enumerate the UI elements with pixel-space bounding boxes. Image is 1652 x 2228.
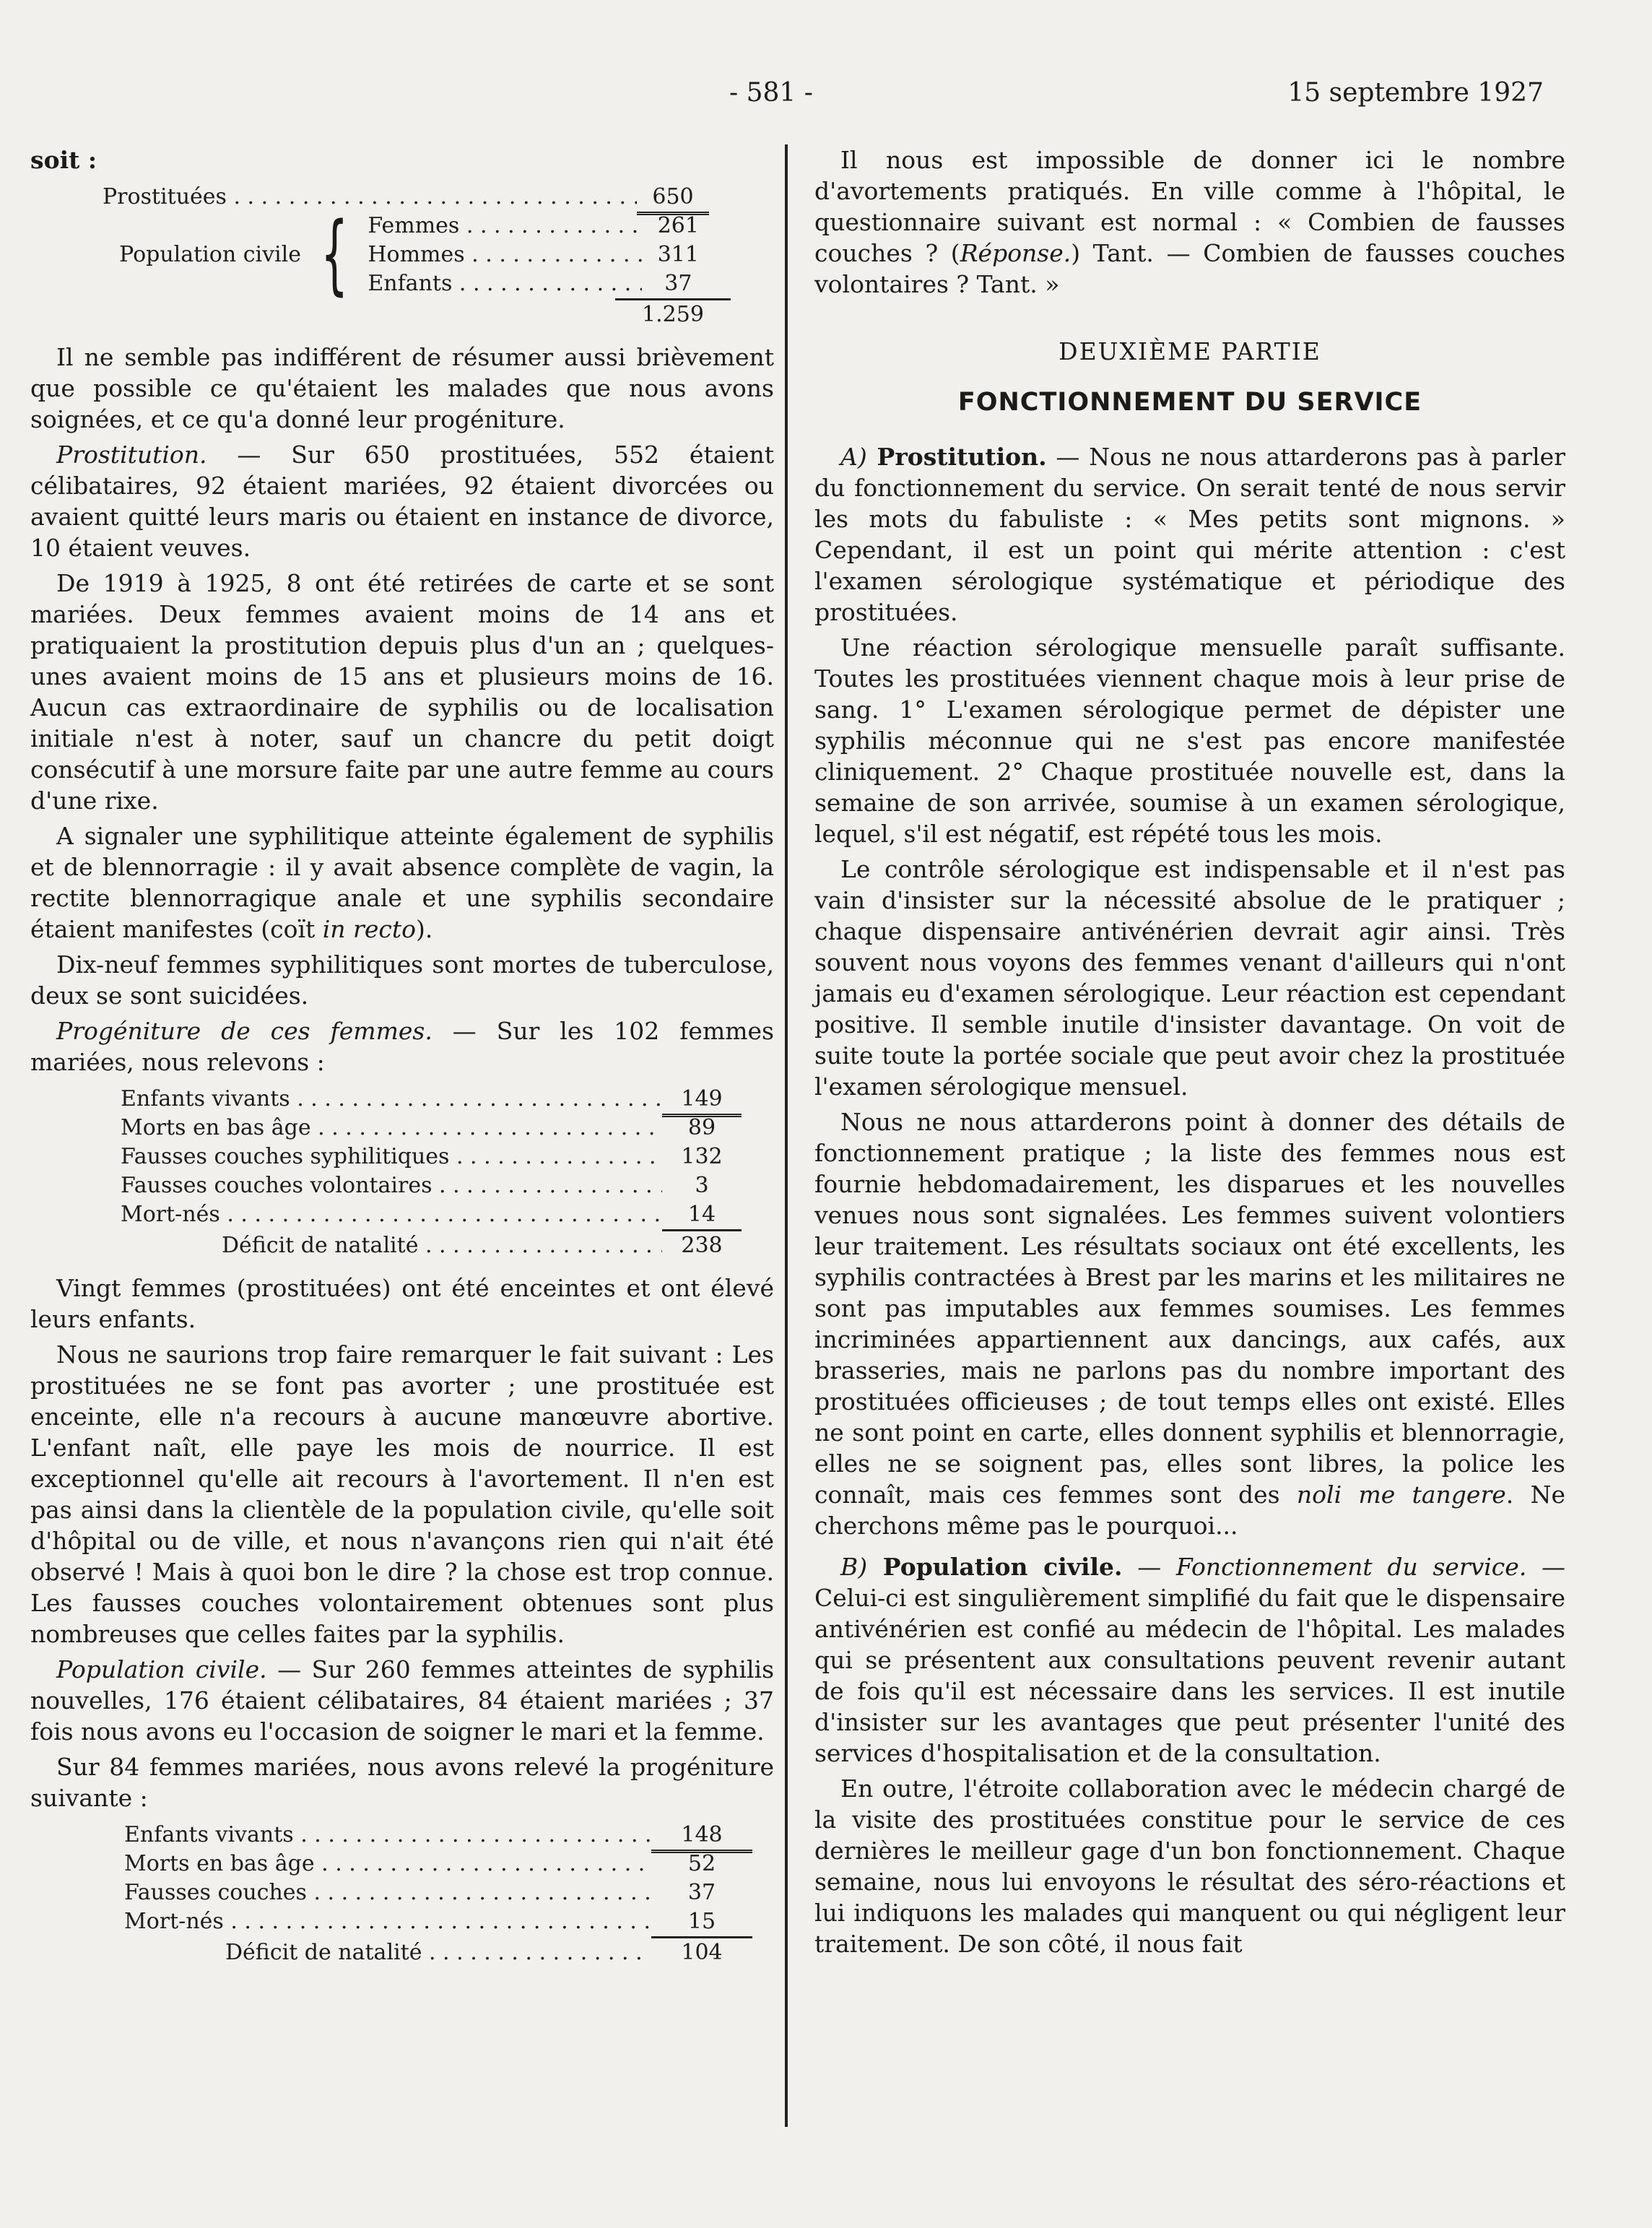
row-label: Mort-nés . . . bbox=[124, 1907, 651, 1936]
paragraph: Sur 84 femmes mariées, nous avons relevé la progéniture suivante : bbox=[30, 1753, 774, 1812]
page-header bbox=[0, 78, 1652, 114]
page-number: - 581 - bbox=[729, 78, 813, 108]
row-value: 89 bbox=[687, 1115, 716, 1140]
table-row bbox=[124, 1850, 803, 1878]
paragraph-lead: Progéniture de ces femmes. bbox=[56, 1017, 432, 1045]
paragraph-lead: Prostitution. bbox=[866, 443, 1047, 471]
paragraph-text: — Sur 260 femmes atteintes de syphilis nouvelles, 176 étaient célibataires, 84 étaient mariées ; 37 fois nous avons eu l'occasion de soigner le mari et la femme. bbox=[30, 1655, 774, 1746]
row-value: 52 bbox=[687, 1851, 716, 1876]
deficit-row bbox=[121, 1229, 756, 1258]
section-letter: A) bbox=[840, 443, 867, 471]
paragraph-text: — Celui-ci est singulièrement simplifié du fait que le dispensaire antivénérien est confié au médecin de l'hôpital. Les malades qui se présentent aux consultations peuvent revenir autant de fois qu'il est nécessaire dans les services. Il est inutile d'insister sur les avantages que peut présenter l'unité des services d'hospitalisation et de la consultation. bbox=[814, 1553, 1566, 1767]
paragraph-italic: noli me tangere bbox=[1296, 1481, 1506, 1509]
table-total: 1.259 bbox=[615, 298, 731, 329]
paragraph bbox=[30, 1654, 774, 1747]
paragraph-lead: Prostitution. bbox=[56, 441, 207, 469]
paragraph-lead: Population civile. bbox=[56, 1655, 267, 1683]
row-label: Prostituées . . . bbox=[103, 183, 637, 212]
paragraph-italic: Réponse. bbox=[960, 239, 1071, 267]
paragraph: Une réaction sérologique mensuelle paraît suffisante. Toutes les prostituées viennent chaque mois à leur prise de sang. 1° L'examen sérologique permet de dépister une syphilis méconnue qui ne s'est pas encore manifestée cliniquement. 2° Chaque prostituée nouvelle est, dans la semaine de son arrivée, soumise à un examen sérologique, lequel, s'il est négatif, est répété tous les mois. bbox=[814, 633, 1565, 848]
paragraph-text: — Sur les 102 femmes mariées, nous relevons : bbox=[30, 1017, 774, 1076]
row-value: 14 bbox=[687, 1202, 716, 1227]
paragraph-italic: in recto bbox=[322, 915, 416, 943]
row-label: Morts en bas âge . . . bbox=[124, 1850, 651, 1878]
row-value: 37 bbox=[687, 1880, 716, 1905]
paragraph: De 1919 à 1925, 8 ont été retirées de carte et se sont mariées. Deux femmes avaient moins de 14 ans et pratiquaient la prostitution depuis plus d'un an ; quelques-unes avaient moins de 15 ans et plusieurs moins de 16. Aucun cas extraordinaire de syphilis ou de localisation initiale n'est à noter, sauf un chancre du petit doigt consécutif à une morsure faite par une autre femme au cours d'une rixe. bbox=[30, 569, 774, 815]
paragraph-text: A signaler une syphilitique atteinte également de syphilis et de blennorragie : il y avait absence complète de vagin, la rectite blennorragique anale et une syphilis secondaire étaient manifestes (coït bbox=[30, 822, 774, 943]
paragraph-text: . Ne cherchons même pas le pourquoi... bbox=[814, 1481, 1565, 1540]
row-label: Morts en bas âge . . . bbox=[121, 1114, 662, 1143]
table-row bbox=[124, 1878, 803, 1907]
deficit-value: 238 bbox=[662, 1229, 742, 1260]
row-value: 132 bbox=[681, 1144, 723, 1169]
row-value: 149 bbox=[662, 1085, 742, 1117]
paragraph: Vingt femmes (prostituées) ont été enceintes et ont élevé leurs enfants. bbox=[30, 1274, 774, 1333]
deficit-row bbox=[124, 1936, 803, 1965]
paragraph bbox=[814, 441, 1565, 628]
row-value: 37 bbox=[664, 271, 692, 296]
table-row bbox=[103, 183, 752, 212]
paragraph bbox=[30, 1015, 774, 1078]
row-value: 650 bbox=[637, 183, 709, 215]
row-value: 148 bbox=[651, 1821, 752, 1853]
population-table bbox=[103, 183, 752, 327]
group-label: Population civile bbox=[119, 242, 301, 267]
row-label: Mort-nés . . . bbox=[121, 1200, 662, 1229]
row-value: 15 bbox=[687, 1909, 716, 1934]
row-label: Enfants vivants . . . bbox=[124, 1821, 651, 1850]
civil-population-group bbox=[103, 204, 752, 305]
table-row bbox=[121, 1200, 756, 1229]
paragraph-text: ) Tant. — Combien de fausses couches volontaires ? Tant. » bbox=[814, 239, 1565, 298]
paragraph-text: ). bbox=[415, 915, 433, 943]
row-label: Hommes . . . bbox=[368, 240, 642, 269]
paragraph-text: — Nous ne nous attarderons pas à parler du fonctionnement du service. On serait tenté de nous servir les mots du fabuliste : « Mes petits sont mignons. » Cependant, il est un point qui mérite attention : c'est l'examen sérologique systématique et périodique des prostituées. bbox=[814, 443, 1565, 626]
table-row bbox=[368, 240, 714, 269]
part-title: DEUXIÈME PARTIE bbox=[1058, 337, 1321, 365]
paragraph bbox=[814, 144, 1565, 300]
paragraph-text: — Sur 650 prostituées, 552 étaient célibataires, 92 étaient mariées, 92 étaient divorcées ou avaient quitté leurs maris ou étaient en instance de divorce, 10 étaient veuves. bbox=[30, 441, 774, 562]
table-total-row bbox=[103, 298, 752, 327]
paragraph: Il ne semble pas indifférent de résumer aussi brièvement que possible ce qu'étaient les malades que nous avons soignées, et ce qu'a donné leur progéniture. bbox=[30, 343, 774, 433]
table-row bbox=[368, 212, 714, 240]
paragraph: Le contrôle sérologique est indispensable et il n'est pas vain d'insister sur la nécessité absolue de le pratiquer ; chaque dispensaire antivénérien devrait agir ainsi. Très souvent nous voyons des femmes venant d'ailleurs qui n'ont jamais eu d'examen sérologique. Leur réaction est cependant positive. Il semble inutile d'insister davantage. On voit de suite toute la portée sociale que peut avoir chez la prostituée l'examen sérologique mensuel. bbox=[814, 855, 1565, 1101]
brace-icon: { bbox=[321, 204, 349, 305]
row-label: Fausses couches . . . bbox=[124, 1878, 651, 1907]
paragraph bbox=[814, 1106, 1565, 1541]
row-value: 3 bbox=[695, 1173, 709, 1198]
table-row bbox=[124, 1821, 803, 1850]
paragraph bbox=[814, 1551, 1565, 1769]
row-value: 311 bbox=[657, 242, 699, 267]
deficit-value: 104 bbox=[651, 1936, 752, 1967]
table-row bbox=[368, 269, 714, 298]
paragraph bbox=[30, 439, 774, 563]
section-letter: B) bbox=[840, 1553, 868, 1581]
soit-label: soit : bbox=[30, 146, 97, 174]
table-row bbox=[121, 1114, 756, 1143]
section-title: FONCTIONNEMENT DU SERVICE bbox=[957, 388, 1422, 417]
paragraph-italic: — Fonctionnement du service. bbox=[1122, 1553, 1527, 1581]
row-value: 261 bbox=[657, 213, 699, 238]
table-row bbox=[124, 1907, 803, 1936]
paragraph: Nous ne saurions trop faire remarquer le fait suivant : Les prostituées ne se font pas avorter ; une prostituée est enceinte, elle n'a recours à aucune manœuvre abortive. L'enfant naît, elle paye les mois de nourrice. Il est exceptionnel qu'elle ait recours à l'avortement. Il n'en est pas ainsi dans la clientèle de la population civile, qu'elle soit d'hôpital ou de ville, et nous n'avançons rien qui n'ait été observé ! Mais à quoi bon le dire ? la chose est trop connue. Les fausses couches volontairement obtenues sont plus nombreuses que celles faites par la syphilis. bbox=[30, 1340, 774, 1648]
right-column bbox=[814, 144, 1565, 1964]
row-label: Enfants . . . bbox=[368, 269, 642, 298]
paragraph-lead: Population civile. bbox=[867, 1553, 1123, 1581]
table-row bbox=[121, 1085, 756, 1114]
paragraph: Dix-neuf femmes syphilitiques sont mortes de tuberculose, deux se sont suicidées. bbox=[30, 950, 774, 1010]
progeny-table-prostitutes bbox=[121, 1085, 756, 1258]
row-label: Femmes . . . bbox=[368, 212, 642, 240]
issue-date: 15 septembre 1927 bbox=[1287, 78, 1544, 108]
progeny-table-civil bbox=[124, 1821, 803, 1965]
paragraph bbox=[30, 820, 774, 945]
row-label: Enfants vivants . . . bbox=[121, 1085, 662, 1114]
paragraph: En outre, l'étroite collaboration avec le médecin chargé de la visite des prostituées constitue pour le service de ces dernières le meilleur gage d'un bon fonctionnement. Chaque semaine, nous lui envoyons le résultat des séro-réactions et lui indiquons les malades qui manquent ou qui négligent leur traitement. De son côté, il nous fait bbox=[814, 1774, 1565, 1958]
table-row bbox=[121, 1143, 756, 1171]
deficit-label: Déficit de natalité . . . bbox=[222, 1231, 662, 1260]
left-column bbox=[30, 144, 774, 1980]
paragraph-text: Nous ne nous attarderons point à donner des détails de fonctionnement pratique ; la liste des femmes nous est fournie hebdomadairement, les disparues et les nouvelles venues nous sont signalées. Les femmes suivent volontiers leur traitement. Les résultats sociaux ont été excellents, les syphilis contractées à Brest par les marins et les militaires ne sont pas imputables aux femmes soumises. Les femmes incriminées appartiennent aux dancings, aux cafés, aux brasseries, mais ne parlons pas du nombre important des prostituées officieuses ; de tout temps elles ont existé. Elles ne sont point en carte, elles donnent syphilis et blennorragie, elles ne se soignent pas, elles sont libres, la police les connaît, mais ces femmes sont des bbox=[814, 1108, 1565, 1509]
paragraph-text: Il nous est impossible de donner ici le nombre d'avortements pratiqués. En ville comme à l'hôpital, le questionnaire suivant est normal : « Combien de fausses couches ? ( bbox=[814, 146, 1565, 267]
row-label: Fausses couches volontaires . . . bbox=[121, 1171, 662, 1200]
group-rows bbox=[368, 212, 714, 298]
table-row bbox=[121, 1171, 756, 1200]
row-label: Fausses couches syphilitiques . . . bbox=[121, 1143, 662, 1171]
deficit-label: Déficit de natalité . . . bbox=[225, 1938, 651, 1967]
